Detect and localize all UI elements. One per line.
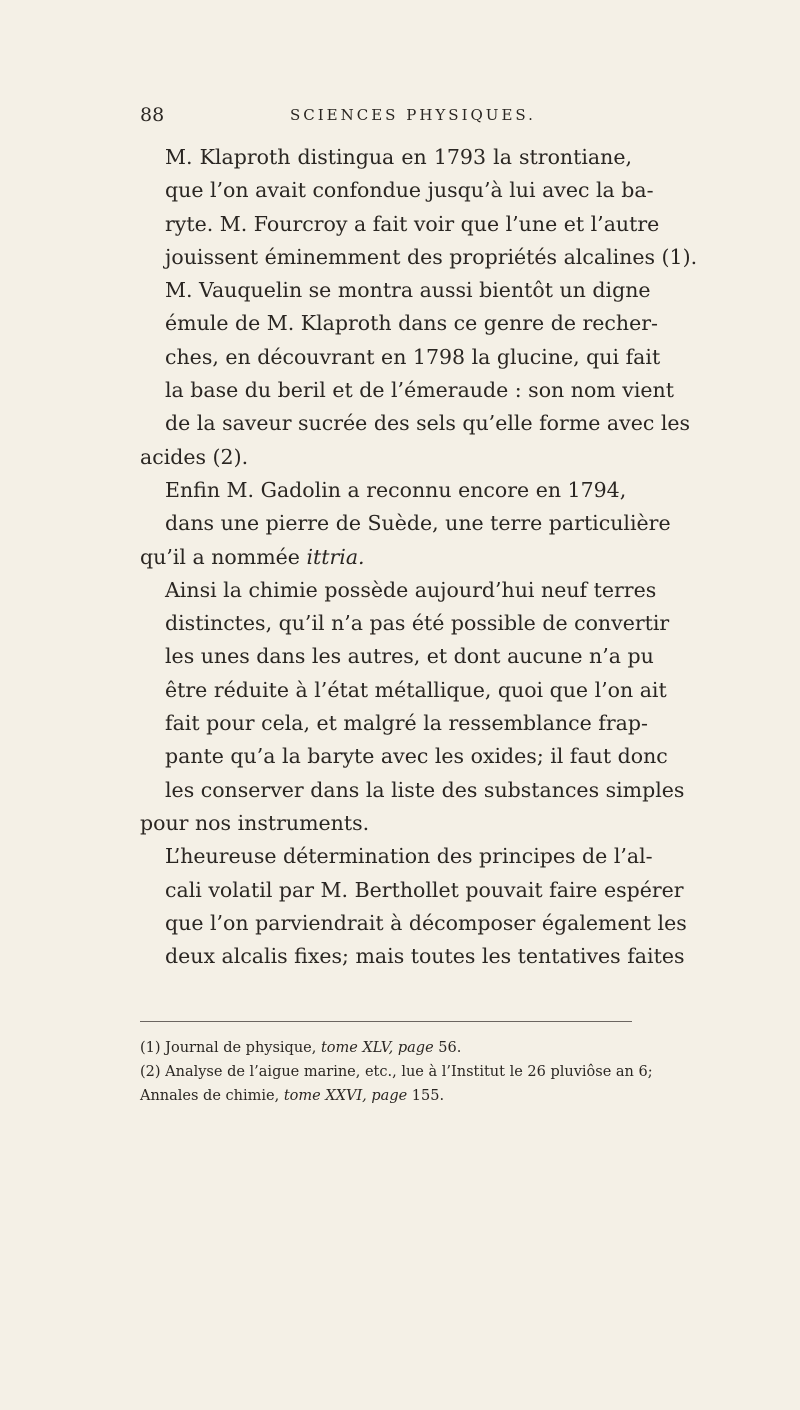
text-line: fait pour cela, et malgré la ressemblance frap- [165,711,648,736]
text-line: cali volatil par M. Berthollet pouvait faire espérer [165,877,684,902]
footnote-italic: tome XLV, page [320,1040,434,1056]
text-line: pante qu’a la baryte avec les oxides; il faut donc [165,744,668,769]
text-line: les unes dans les autres, et dont aucune n’a pu [165,644,654,669]
paragraph-4 [140,574,685,840]
text-line: distinctes, qu’il n’a pas été possible de convertir [165,611,670,636]
italic-term: ittria. [306,544,365,569]
text-line: deux alcalis fixes; mais toutes les tentatives faites [165,944,685,969]
text-line [140,541,632,574]
footnote-line: (2) Analyse de l’aigue marine, etc., lue à l’Institut le 26 pluviôse an 6; [140,1064,653,1080]
page-number: 88 [140,104,165,126]
paragraph-3 [140,474,671,574]
footnote-2 [140,1060,653,1108]
footnote-text: 155. [411,1088,445,1104]
footnotes [140,1036,653,1108]
text-line: L’heureuse détermination des principes de l’al- [165,844,653,869]
footnote-text: (1) Journal de physique, [140,1040,317,1056]
paragraph-1 [140,141,698,274]
footnote-divider [140,1021,632,1022]
text-line: M. Klaproth distingua en 1793 la strontiane, [165,145,632,169]
text-line: émule de M. Klaproth dans ce genre de recher- [165,311,658,336]
text-line: de la saveur sucrée des sels qu’elle forme avec les [165,411,691,436]
text-line: jouissent éminemment des propriétés alcalines (1). [165,244,698,269]
text-line: pour nos instruments. [140,810,370,835]
text-fragment: qu’il a nommée [140,544,300,569]
footnote-line [140,1084,635,1108]
text-line: que l’on avait confondue jusqu’à lui avec la ba- [165,178,654,203]
paragraph-2 [140,274,691,474]
footnote-text: 56. [438,1040,462,1056]
text-line: M. Vauquelin se montra aussi bientôt un digne [165,278,651,303]
text-line: acides (2). [140,444,249,469]
paragraph-5 [140,840,687,973]
text-line: Enfin M. Gadolin a reconnu encore en 1794, [165,477,627,502]
text-line: ches, en découvrant en 1798 la glucine, qui fait [165,344,661,369]
text-line: la base du beril et de l’émeraude : son nom vient [165,378,674,403]
text-line: dans une pierre de Suède, une terre particulière [165,511,671,536]
running-title: SCIENCES PHYSIQUES. [290,106,536,124]
footnote-text: Annales de chimie, [140,1088,280,1104]
footnote-line [140,1036,635,1060]
body-text [140,141,698,973]
footnote-1 [140,1036,635,1060]
text-line: être réduite à l’état métallique, quoi que l’on ait [165,677,667,702]
text-line: les conserver dans la liste des substances simples [165,777,685,802]
text-line: ryte. M. Fourcroy a fait voir que l’une et l’autre [165,211,660,236]
text-line: Ainsi la chimie possède aujourd’hui neuf terres [165,577,657,602]
footnote-italic: tome XXVI, page [283,1088,408,1104]
text-line: que l’on parviendrait à décomposer également les [165,910,687,935]
page-header [140,104,640,134]
